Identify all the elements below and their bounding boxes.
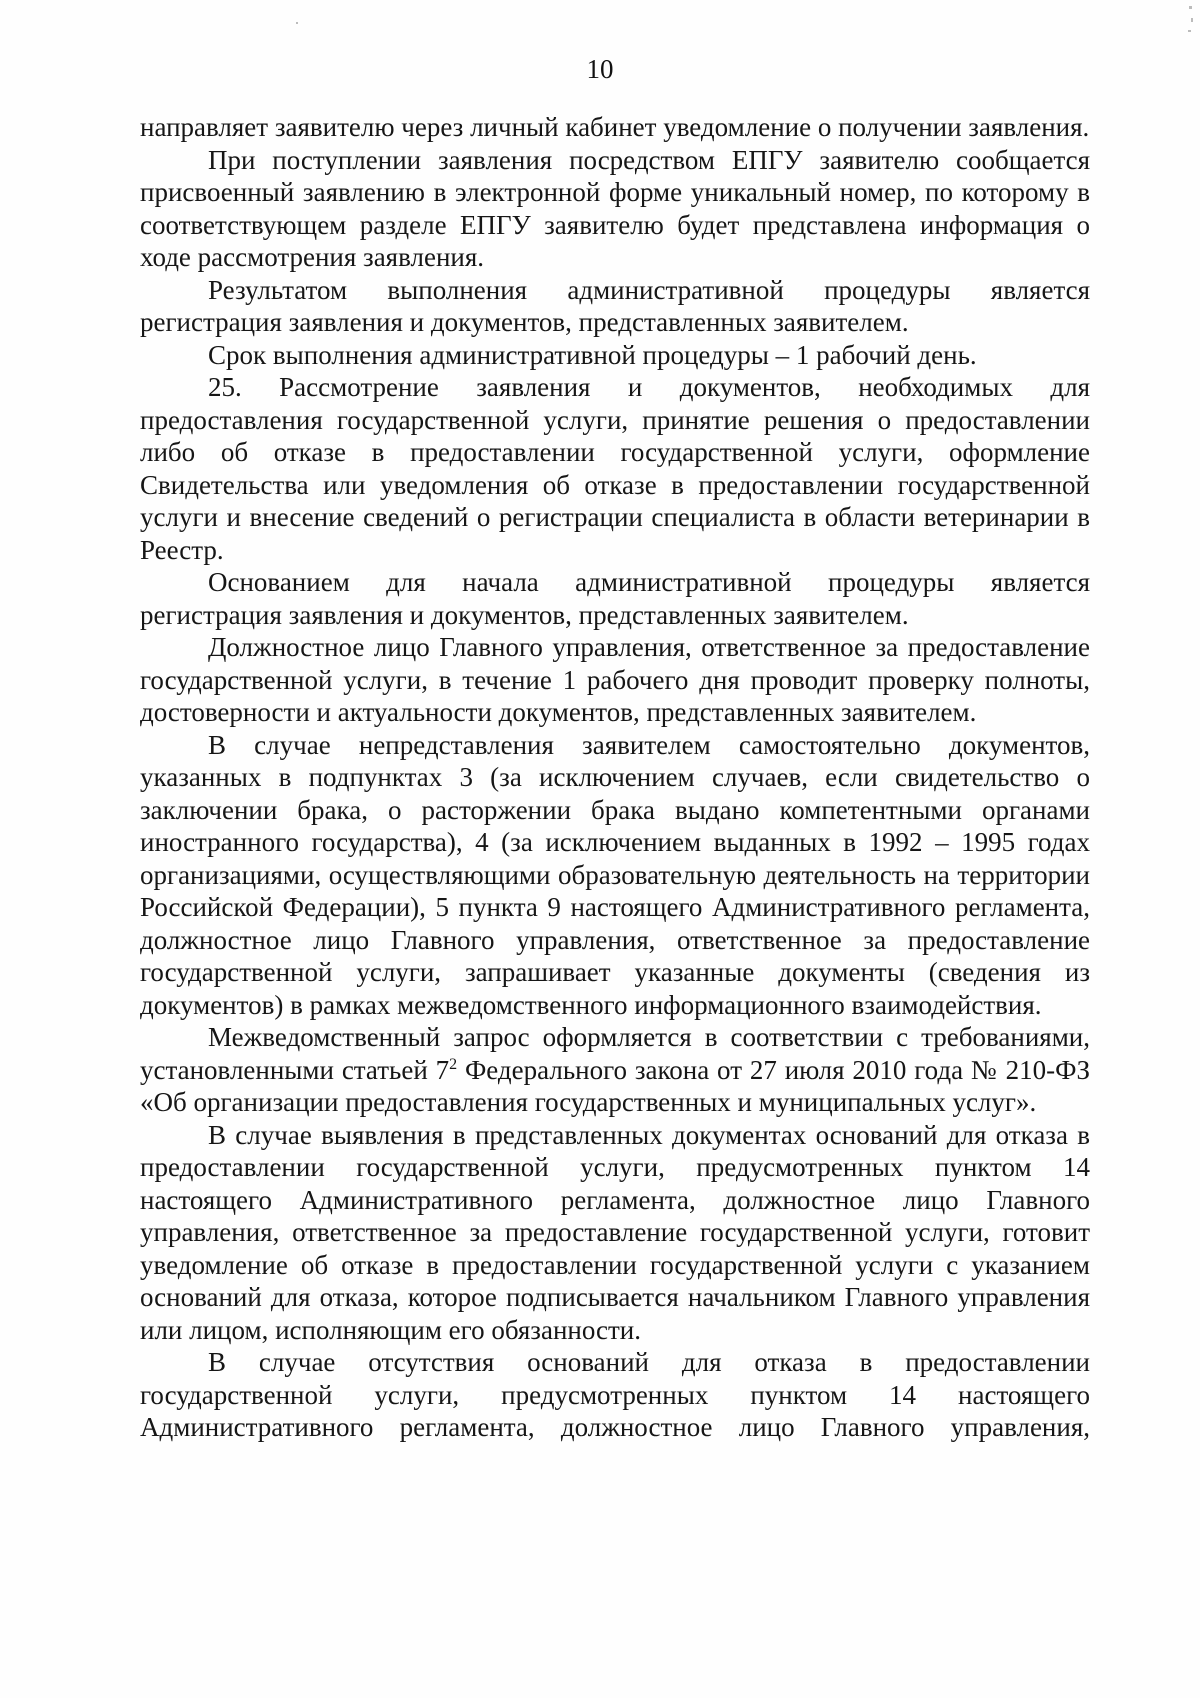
scan-speck: [1189, 6, 1192, 9]
paragraph: 25. Рассмотрение заявления и документов, необходимых для предоставления государственной услуги, принятие решения о предоставлении либо об отказе в предоставлении государственной услуги, оформление Свидетельства или уведомления об отказе в предоставлении государственной услуги и внесение сведений о регистрации специалиста в области ветеринарии в Реестр.: [140, 372, 1090, 565]
scan-speck: [1188, 30, 1191, 32]
paragraph: направляет заявителю через личный кабинет уведомление о получении заявления.: [140, 112, 1090, 142]
article-superscript: 2: [449, 1055, 458, 1073]
interagency-text-before: Межведомственный запрос оформляется в соответствии с требованиями, установленными статьей 7: [140, 1022, 1090, 1085]
paragraph: В случае непредставления заявителем самостоятельно документов, указанных в подпунктах 3 (за исключением случаев, если свидетельство о заключении брака, о расторжении брака выдано компетентными органами иностранного государства), 4 (за исключением выданных в 1992 – 1995 годах организациями, осуществляющими образовательную деятельность на территории Российской Федерации), 5 пункта 9 настоящего Административного регламента, должностное лицо Главного управления, ответственное за предоставление государственной услуги, запрашивает указанные документы (сведения из документов) в рамках межведомственного информационного взаимодействия.: [140, 729, 1090, 1020]
document-body: [140, 111, 1090, 1444]
paragraph: Должностное лицо Главного управления, ответственное за предоставление государственной услуги, в течение 1 рабочего дня проводит проверку полноты, достоверности и актуальности документов, представленных заявителем.: [140, 632, 1090, 727]
paragraph: В случае выявления в представленных документах оснований для отказа в предоставлении государственной услуги, предусмотренных пунктом 14 настоящего Административного регламента, должностное лицо Главного управления, ответственное за предоставление государственной услуги, готовит уведомление об отказе в предоставлении государственной услуги с указанием оснований для отказа, которое подписывается начальником Главного управления или лицом, исполняющим его обязанности.: [140, 1119, 1090, 1345]
paragraph: Основанием для начала административной процедуры является регистрация заявления и документов, представленных заявителем.: [140, 567, 1090, 630]
paragraph: В случае отсутствия оснований для отказа в предоставлении государственной услуги, предусмотренных пунктом 14 настоящего Административного регламента, должностное лицо Главного управления,: [140, 1347, 1090, 1442]
interagency-text-after: Федерального закона от 27 июля 2010 года № 210-ФЗ «Об организации предоставления государственных и муниципальных услуг».: [140, 1054, 1090, 1117]
paragraph: Результатом выполнения административной процедуры является регистрация заявления и документов, представленных заявителем.: [140, 274, 1090, 337]
scan-speck: [296, 22, 298, 24]
scan-speck: [1191, 18, 1193, 22]
paragraph: Срок выполнения административной процедуры – 1 рабочий день.: [208, 339, 977, 370]
paragraph-interagency-request: [140, 1021, 1090, 1119]
paragraph: При поступлении заявления посредством ЕПГУ заявителю сообщается присвоенный заявлению в электронной форме уникальный номер, по которому в соответствующем разделе ЕПГУ заявителю будет представлена информация о ходе рассмотрения заявления.: [140, 144, 1090, 272]
page-number: 10: [586, 54, 614, 84]
